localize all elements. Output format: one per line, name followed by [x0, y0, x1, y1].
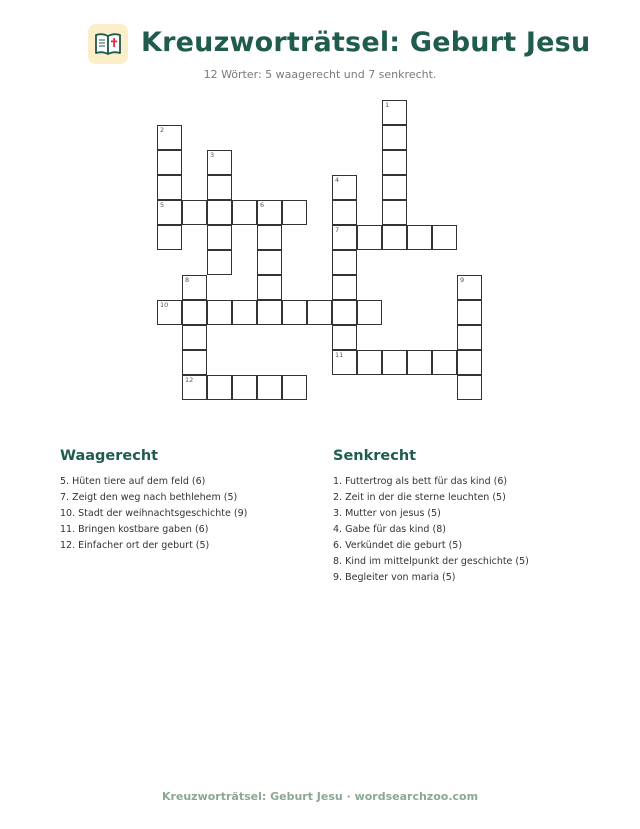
crossword-cell[interactable] [457, 300, 482, 325]
crossword-cell[interactable] [332, 300, 357, 325]
clue-down: 1. Futtertrog als bett für das kind (6) [333, 476, 508, 487]
clue-across: 10. Stadt der weihnachtsgeschichte (9) [60, 508, 248, 519]
crossword-cell[interactable] [157, 175, 182, 200]
crossword-cell[interactable] [157, 125, 182, 150]
crossword-cell[interactable] [332, 175, 357, 200]
crossword-cell[interactable] [207, 150, 232, 175]
crossword-cell[interactable] [407, 350, 432, 375]
clue-number: 3 [210, 151, 215, 159]
clue-across: 7. Zeigt den weg nach bethlehem (5) [60, 492, 238, 503]
crossword-cell[interactable] [332, 325, 357, 350]
crossword-cell[interactable] [157, 150, 182, 175]
crossword-cell[interactable] [357, 225, 382, 250]
crossword-cell[interactable] [332, 350, 357, 375]
down-clues [333, 448, 529, 586]
page-subtitle: 12 Wörter: 5 waagerecht und 7 senkrecht. [203, 68, 437, 81]
crossword-cell[interactable] [357, 350, 382, 375]
crossword-cell[interactable] [282, 300, 307, 325]
clue-number: 10 [160, 301, 169, 309]
footer: Kreuzworträtsel: Geburt Jesu · wordsearchzoo.com [161, 790, 479, 803]
crossword-cell[interactable] [207, 225, 232, 250]
crossword-cell[interactable] [407, 225, 432, 250]
crossword-cell[interactable] [382, 225, 407, 250]
crossword-cell[interactable] [182, 275, 207, 300]
clue-number: 5 [160, 201, 165, 209]
crossword-cell[interactable] [282, 375, 307, 400]
crossword-cell[interactable] [157, 225, 182, 250]
crossword-cell[interactable] [207, 300, 232, 325]
crossword-cell[interactable] [432, 350, 457, 375]
clue-down: 9. Begleiter von maria (5) [333, 572, 456, 583]
clue-down: 2. Zeit in der die sterne leuchten (5) [333, 492, 506, 503]
crossword-cell[interactable] [257, 300, 282, 325]
crossword-cell[interactable] [307, 300, 332, 325]
clue-number: 9 [460, 276, 465, 284]
across-clues [60, 448, 247, 554]
crossword-cell[interactable] [332, 275, 357, 300]
crossword-cell[interactable] [257, 375, 282, 400]
crossword-cell[interactable] [182, 300, 207, 325]
crossword-cell[interactable] [382, 100, 407, 125]
clue-number: 12 [185, 376, 194, 384]
crossword-cell[interactable] [357, 300, 382, 325]
crossword-cell[interactable] [232, 300, 257, 325]
crossword-cell[interactable] [332, 225, 357, 250]
crossword-cell[interactable] [457, 325, 482, 350]
crossword-cell[interactable] [182, 325, 207, 350]
crossword-cell[interactable] [257, 200, 282, 225]
clue-down: 4. Gabe für das kind (8) [333, 524, 446, 535]
crossword-cell[interactable] [257, 225, 282, 250]
crossword-cell[interactable] [232, 200, 257, 225]
crossword-cell[interactable] [457, 375, 482, 400]
clue-number: 1 [385, 101, 390, 109]
clue-across: 5. Hüten tiere auf dem feld (6) [60, 476, 206, 487]
crossword-cell[interactable] [457, 350, 482, 375]
clue-number: 2 [160, 126, 165, 134]
clue-down: 3. Mutter von jesus (5) [333, 508, 441, 519]
clue-number: 11 [335, 351, 344, 359]
crossword-cell[interactable] [207, 200, 232, 225]
crossword-cell[interactable] [207, 250, 232, 275]
crossword-cell[interactable] [282, 200, 307, 225]
clue-number: 4 [335, 176, 340, 184]
crossword-cell[interactable] [257, 275, 282, 300]
crossword-cell[interactable] [382, 200, 407, 225]
crossword-cell[interactable] [332, 250, 357, 275]
crossword-cell[interactable] [382, 350, 407, 375]
down-heading: Senkrecht [333, 448, 417, 464]
crossword-cell[interactable] [182, 200, 207, 225]
page-title: Kreuzworträtsel: Geburt Jesu [141, 27, 591, 58]
crossword-cell[interactable] [382, 125, 407, 150]
crossword-cell[interactable] [457, 275, 482, 300]
crossword-cell[interactable] [432, 225, 457, 250]
crossword-cell[interactable] [182, 375, 207, 400]
clue-down: 8. Kind im mittelpunkt der geschichte (5) [333, 556, 529, 567]
crossword-cell[interactable] [207, 175, 232, 200]
clue-down: 6. Verkündet die geburt (5) [333, 540, 463, 551]
crossword-cell[interactable] [182, 350, 207, 375]
crossword-cell[interactable] [157, 300, 182, 325]
clue-number: 6 [260, 201, 265, 209]
clue-number: 7 [335, 226, 340, 234]
crossword-cell[interactable] [382, 150, 407, 175]
crossword-cell[interactable] [257, 250, 282, 275]
crossword-cell[interactable] [332, 200, 357, 225]
clue-across: 12. Einfacher ort der geburt (5) [60, 540, 210, 551]
across-heading: Waagerecht [60, 448, 159, 464]
crossword-cell[interactable] [157, 200, 182, 225]
clue-number: 8 [185, 276, 190, 284]
crossword-cell[interactable] [232, 375, 257, 400]
crossword-cell[interactable] [207, 375, 232, 400]
clue-across: 11. Bringen kostbare gaben (6) [60, 524, 209, 535]
crossword-cell[interactable] [382, 175, 407, 200]
